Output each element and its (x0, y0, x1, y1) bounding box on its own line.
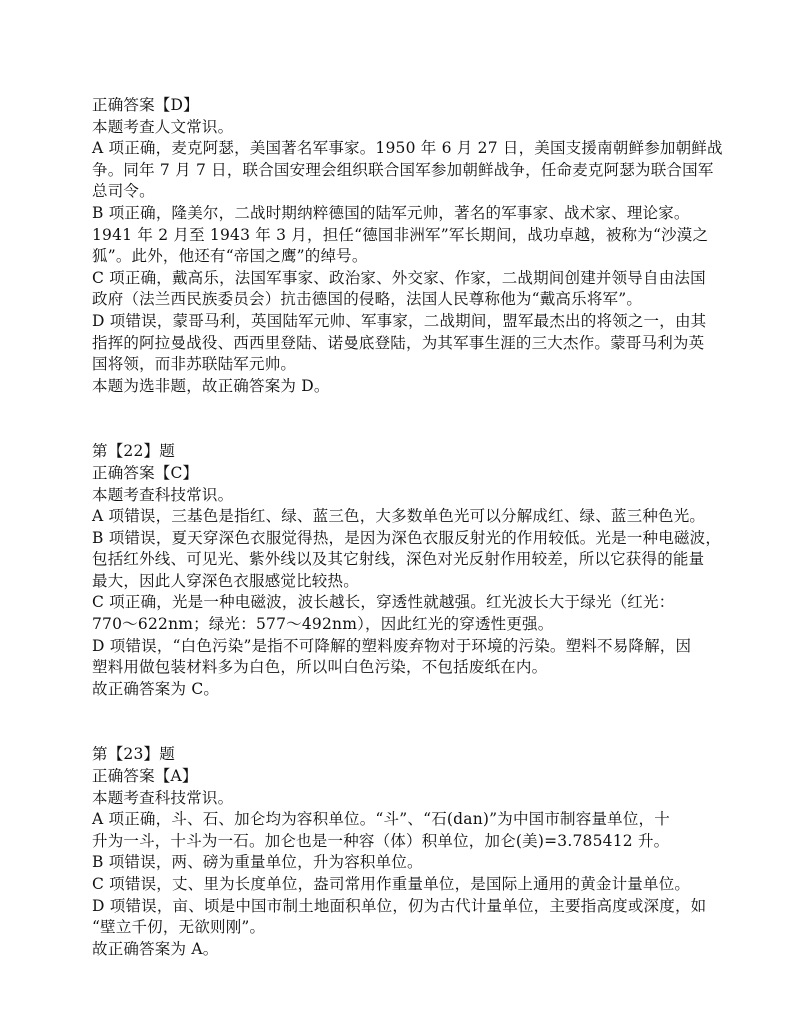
section-spacer (92, 397, 690, 441)
text-line: 升为一斗，十斗为一石。加仑也是一种容（体）积单位，加仑(美)=3.785412 升。 (92, 831, 670, 850)
question-title: 第【22】题 (92, 442, 175, 461)
text-line: D 项错误，蒙哥马利，英国陆军元帅、军事家，二战期间，盟军最杰出的将领之一，由其 (92, 311, 707, 330)
text-line: 争。同年 7 月 7 日，联合国安理会组织联合国军参加朝鲜战争，任命麦克阿瑟为联合国军 (92, 160, 714, 179)
text-line: “壁立千仞，无欲则刚”。 (92, 918, 266, 937)
text-line: B 项错误，夏天穿深色衣服觉得热，是因为深色衣服反射光的作用较低。光是一种电磁波， (92, 528, 722, 547)
text-line: 1941 年 2 月至 1943 年 3 月，担任“德国非洲军”军长期间，战功卓越，被称为“沙漠之 (92, 225, 709, 244)
text-line: 总司令。 (92, 182, 155, 201)
text-line: 指挥的阿拉曼战役、西西里登陆、诺曼底登陆，为其军事生涯的三大杰作。蒙哥马利为英 (92, 333, 705, 352)
text-line: 国将领，而非苏联陆军元帅。 (92, 355, 297, 374)
answer-section-23 (92, 744, 707, 960)
text-line: 最大，因此人穿深色衣服感觉比较热。 (92, 571, 359, 590)
text-line: C 项错误，丈、里为长度单位，盎司常用作重量单位，是国际上通用的黄金计量单位。 (92, 875, 691, 893)
text-line: 本题考查科技常识。 (92, 788, 234, 807)
text-line: 正确答案【D】 (92, 96, 199, 114)
text-line: 狐”。此外，他还有“帝国之鹰”的绰号。 (92, 247, 368, 266)
text-line: 本题为选非题，故正确答案为 D。 (92, 376, 330, 395)
text-line: 本题考查人文常识。 (92, 117, 234, 136)
text-line: D 项错误，“白色污染”是指不可降解的塑料废弃物对于环境的污染。塑料不易降解，因 (92, 636, 692, 655)
text-line: A 项正确，麦克阿瑟，美国著名军事家。1950 年 6 月 27 日，美国支援南朝鲜参加朝鲜战 (92, 139, 723, 158)
text-line: 塑料用做包装材料多为白色，所以叫白色污染，不包括废纸在内。 (92, 658, 548, 677)
text-line: 770～622nm；绿光：577～492nm），因此红光的穿透性更强。 (92, 615, 554, 634)
text-line: 包括红外线、可见光、紫外线以及其它射线，深色对光反射作用较差，所以它获得的能量 (92, 550, 705, 569)
text-line: 故正确答案为 C。 (92, 679, 220, 698)
answer-section-22 (92, 441, 722, 700)
text-line: B 项错误，两、磅为重量单位，升为容积单位。 (92, 853, 423, 872)
text-line: 故正确答案为 A。 (92, 939, 219, 958)
answer-section-21 (92, 95, 723, 397)
text-line: 政府（法兰西民族委员会）抗击德国的侵略，法国人民尊称他为“戴高乐将军”。 (92, 290, 643, 309)
text-line: 正确答案【A】 (92, 767, 198, 786)
text-line: B 项正确，隆美尔，二战时期纳粹德国的陆军元帅，著名的军事家、战术家、理论家。 (92, 203, 690, 222)
text-line: C 项正确，戴高乐，法国军事家、政治家、外交家、作家，二战期间创建并领导自由法国 (92, 268, 706, 287)
text-line: C 项正确，光是一种电磁波，波长越长，穿透性就越强。红光波长大于绿光（红光： (92, 593, 675, 612)
section-spacer (92, 700, 690, 744)
text-line: 本题考查科技常识。 (92, 485, 234, 504)
text-line: A 项错误，三基色是指红、绿、蓝三色，大多数单色光可以分解成红、绿、蓝三种色光。 (92, 507, 706, 526)
text-line: D 项错误，亩、顷是中国市制土地面积单位，仞为古代计量单位，主要指高度或深度，如 (92, 896, 707, 915)
text-line: 正确答案【C】 (92, 463, 199, 482)
text-line: A 项正确，斗、石、加仑均为容积单位。“斗”、“石(dan)”为中国市制容量单位，十 (92, 810, 670, 829)
question-title: 第【23】题 (92, 745, 175, 764)
